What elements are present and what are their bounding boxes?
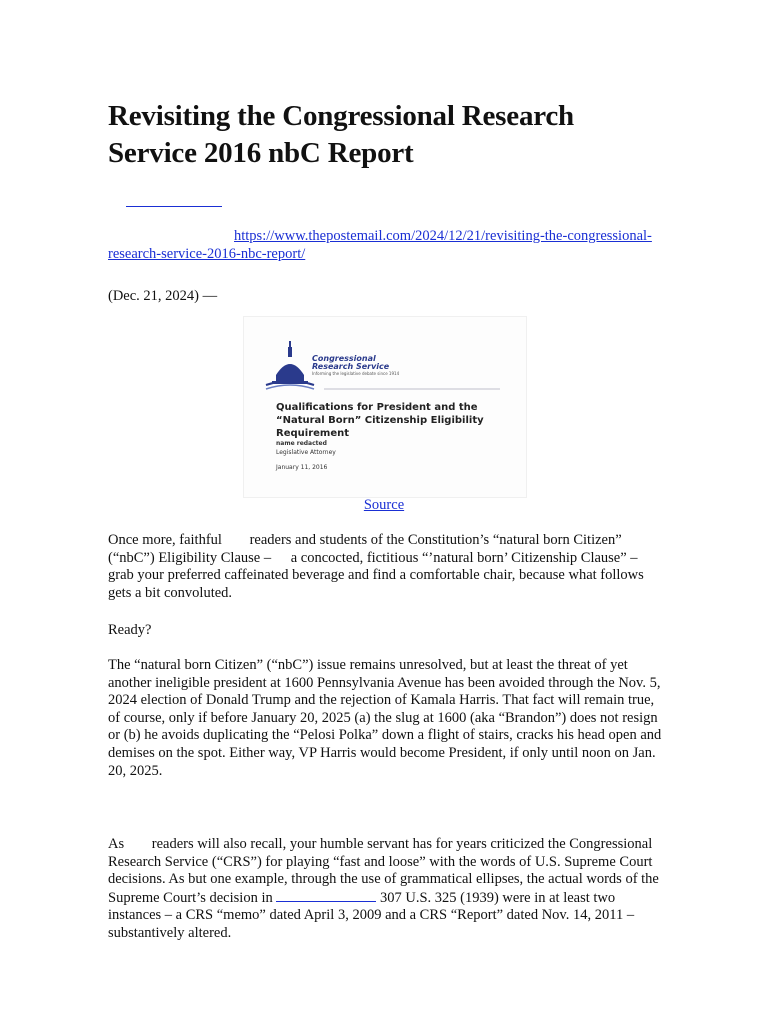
case-name-link[interactable] bbox=[276, 889, 376, 902]
author-link[interactable] bbox=[126, 206, 222, 207]
p4-text-b: readers will also recall, your humble servant has for years criticized the Congressional Research Service (“CRS”) for playing “fast and loose” with the words of U.S. Supreme Court decisions. As but one example, through the use of grammatical ellipses, the actual words of the Supreme Court’s decision in bbox=[108, 836, 659, 906]
logo-line-1: Congressional bbox=[312, 354, 376, 363]
article-url-link[interactable]: https://www.thepostemail.com/2024/12/21/revisiting-the-congressional-research-service-2016-nbc-report/ bbox=[108, 228, 652, 262]
logo-text bbox=[312, 355, 399, 377]
logo-line-2: Research Service bbox=[312, 362, 390, 371]
report-title: Qualifications for President and the “Natural Born” Citizenship Eligibility Requirement bbox=[276, 402, 484, 439]
report-author: name redacted bbox=[276, 440, 327, 447]
p4-text-a: As bbox=[108, 836, 125, 852]
source-link[interactable]: Source bbox=[363, 497, 405, 513]
report-meta bbox=[276, 439, 476, 472]
paragraph-2: Ready? bbox=[108, 622, 152, 638]
paragraph-4 bbox=[108, 836, 664, 943]
report-author-title: Legislative Attorney bbox=[276, 449, 336, 456]
p1-text-b: readers and students of the Constitution’s “natural born Citizen” (“nbC”) Eligibility Clause – bbox=[108, 532, 622, 566]
report-date: January 11, 2016 bbox=[276, 464, 328, 471]
logo-tagline: Informing the legislative debate since 1914 bbox=[312, 371, 400, 376]
paragraph-1 bbox=[108, 532, 664, 602]
p1-text-a: Once more, faithful bbox=[108, 532, 222, 548]
p4-text-c: 307 U.S. 325 (1939) were in at least two instances – a CRS “memo” dated April 3, 2009 and a CRS “Report” dated Nov. 14, 2011 – substantively altered. bbox=[108, 889, 635, 941]
dateline: (Dec. 21, 2024) — bbox=[108, 288, 218, 304]
p1-text-c: a concocted, fictitious “’natural born’ Citizenship Clause” – grab your preferred caffeinated beverage and find a comfortable chair, because what follows gets a bit convoluted. bbox=[108, 549, 644, 601]
paragraph-3: The “natural born Citizen” (“nbC”) issue remains unresolved, but at least the threat of yet another ineligible president at 1600 Pennsylvania Avenue has been avoided through the Nov. 5, 2024 election of Donald Trump and the rejection of Kamala Harris. That fact will remain true, of course, only if before January 20, 2025 (a) the slug at 1600 (aka “Brandon”) does not resign or (b) he avoids duplicating the “Pelosi Polka” down a flight of stairs, cracks his head open and demises on the spot. Either way, VP Harris would become President, if only until noon on Jan. 20, 2025. bbox=[108, 657, 662, 779]
article-title: Revisiting the Congressional Research Service 2016 nbC Report bbox=[108, 100, 574, 169]
crs-report-cover-image bbox=[243, 316, 527, 498]
